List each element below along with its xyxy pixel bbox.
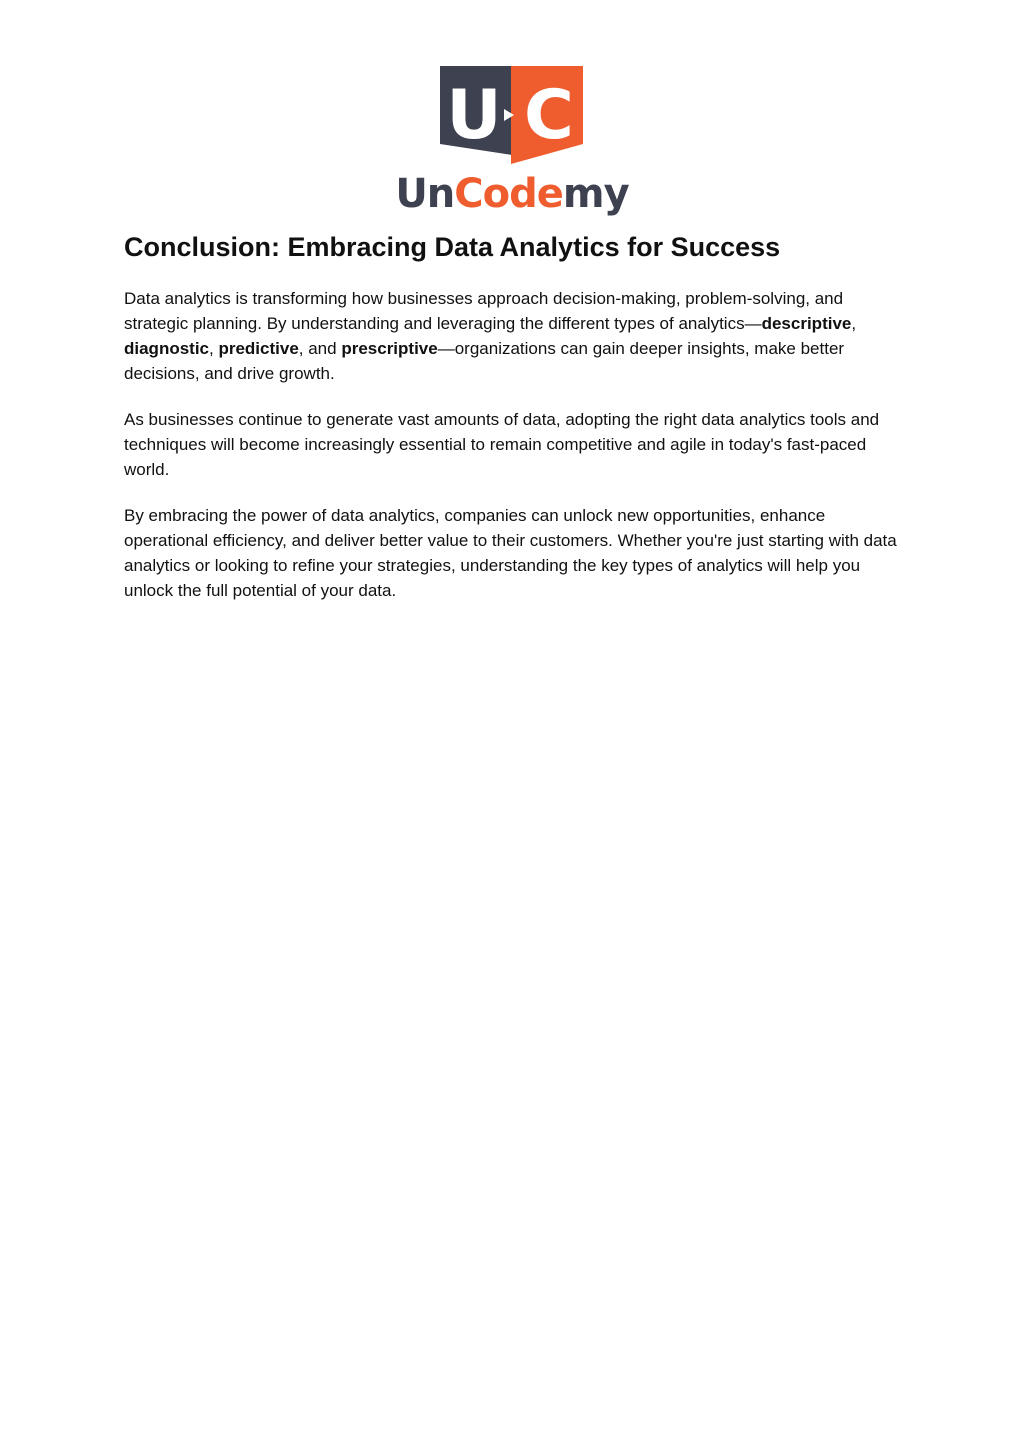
p1-sep-2: ,	[209, 339, 219, 358]
paragraph-2: As businesses continue to generate vast amounts of data, adopting the right data analytics tools and techniques will become increasingly essential to remain competitive and agile in today's fast-paced world.	[124, 410, 880, 479]
logo-word-part3: my	[562, 171, 629, 217]
logo-mark-left-letter: U	[446, 76, 502, 155]
logo-mark-right-letter: C	[524, 76, 574, 155]
page-title: Conclusion: Embracing Data Analytics for Success	[124, 232, 781, 262]
term-prescriptive: prescriptive	[341, 339, 438, 358]
p1-text-a: Data analytics is transforming how businesses approach decision-making, problem-solving, and strategic planning. By understanding and leveraging the different types of analytics—	[124, 289, 844, 333]
p1-sep-3: , and	[298, 339, 342, 358]
logo-mark	[440, 66, 583, 164]
paragraph-3: By embracing the power of data analytics, companies can unlock new opportunities, enhance operational efficiency, and deliver better value to their customers. Whether you're just starting with data analytics or looking to refine your strategies, understanding the key types of analytics will help you unlock the full potential of your data.	[124, 506, 897, 600]
p1-sep-1: ,	[851, 314, 857, 333]
term-diagnostic: diagnostic	[124, 339, 210, 358]
logo-wordmark	[0, 171, 1024, 217]
logo-word-part1: Un	[395, 171, 455, 217]
document-body	[124, 286, 904, 624]
logo-word-part2: Code	[454, 171, 563, 217]
logo	[0, 66, 1024, 216]
paragraph-1	[124, 286, 904, 386]
p1-text-b: —organizations can gain deeper insights, make better decisions, and drive growth.	[124, 339, 845, 383]
term-predictive: predictive	[218, 339, 299, 358]
term-descriptive: descriptive	[761, 314, 852, 333]
